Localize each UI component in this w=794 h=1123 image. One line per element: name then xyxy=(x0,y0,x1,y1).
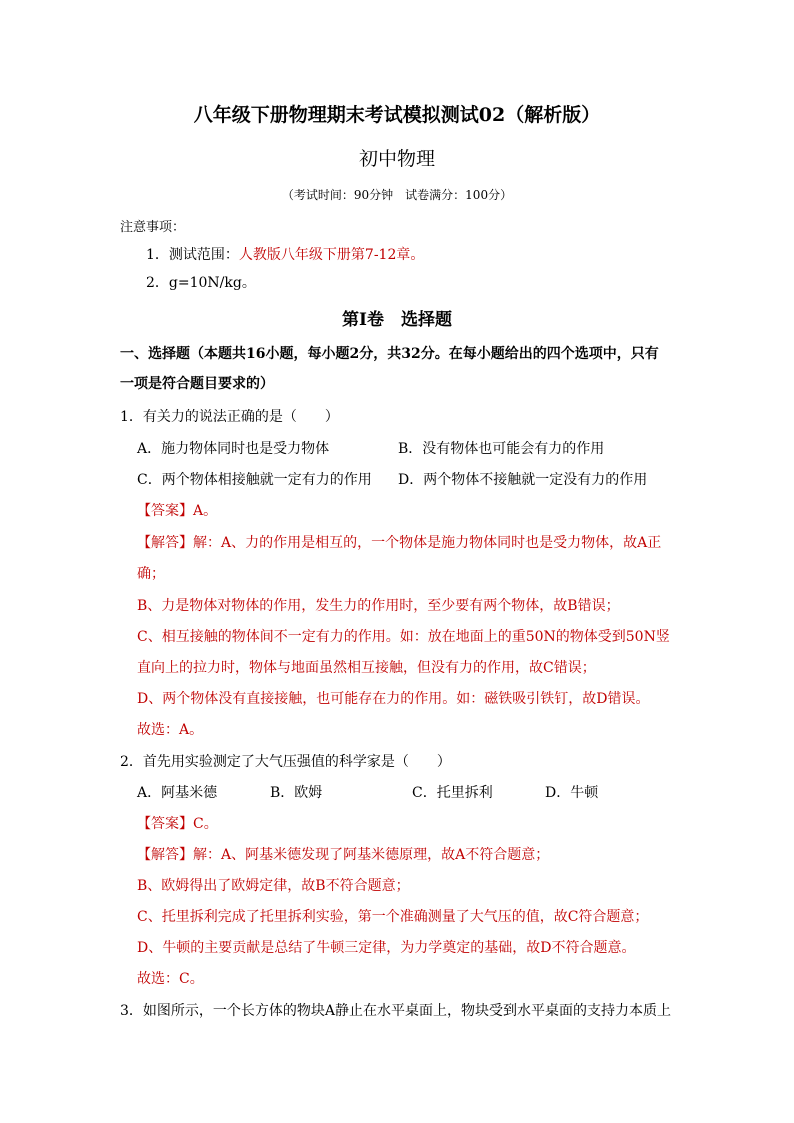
q2-stem: 2．首先用实验测定了大气压强值的科学家是（ ） xyxy=(120,754,451,770)
notes-heading: 注意事项： xyxy=(120,220,186,235)
q1-answer-value: A。 xyxy=(193,503,218,519)
q1-analysis-text-1: 解：A、力的作用是相互的，一个物体是施力物体同时也是受力物体，故A正 xyxy=(193,535,662,551)
q1-answer xyxy=(137,501,217,521)
q1-analysis-line-5: 直向上的拉力时，物体与地面虽然相互接触，但没有力的作用，故C错误； xyxy=(137,660,596,676)
q2-analysis-line-3: C、托里拆利完成了托里拆利实验，第一个准确测量了大气压的值，故C符合题意； xyxy=(137,909,649,925)
q1-analysis-line-1 xyxy=(137,533,661,553)
exam-meta: （考试时间：90分钟 试卷满分：100分） xyxy=(281,188,513,202)
q1-analysis-line-2: 确； xyxy=(137,566,165,582)
q1-option-b: B．没有物体也可能会有力的作用 xyxy=(398,441,605,457)
document-title: 八年级下册物理期末考试模拟测试02（解析版） xyxy=(193,104,601,126)
q2-choose: 故选：C。 xyxy=(137,971,204,987)
q2-answer-value: C。 xyxy=(193,816,218,832)
section-title: 第Ⅰ卷 选择题 xyxy=(342,310,452,330)
q2-analysis-text-1: 解：A、阿基米德发现了阿基米德原理，故A不符合题意； xyxy=(193,847,550,863)
note-item-2: 2．g=10N/kg。 xyxy=(146,275,256,291)
q1-option-d: D．两个物体不接触就一定没有力的作用 xyxy=(398,472,648,488)
q1-choose: 故选：A。 xyxy=(137,722,204,738)
section-instructions-line-1: 一、选择题（本题共16小题，每小题2分，共32分。在每小题给出的四个选项中，只有 xyxy=(120,346,659,362)
q1-option-c: C．两个物体相接触就一定有力的作用 xyxy=(137,472,372,488)
document-subtitle: 初中物理 xyxy=(358,148,435,170)
q1-option-a: A．施力物体同时也是受力物体 xyxy=(137,441,330,457)
q2-analysis-line-4: D、牛顿的主要贡献是总结了牛顿三定律，为力学奠定的基础，故D不符合题意。 xyxy=(137,940,636,956)
q2-option-b: B．欧姆 xyxy=(270,785,323,801)
q1-analysis-line-6: D、两个物体没有直接接触，也可能存在力的作用。如：磁铁吸引铁钉，故D错误。 xyxy=(137,691,650,707)
note-item-1-prefix: 1．测试范围： xyxy=(146,247,239,263)
note-item-1-range: 人教版八年级下册第7-12章。 xyxy=(238,247,425,263)
q2-answer xyxy=(137,814,218,834)
q1-analysis-line-4: C、相互接触的物体间不一定有力的作用。如：放在地面上的重50N的物体受到50N竖 xyxy=(137,629,670,645)
q2-option-d: D．牛顿 xyxy=(545,785,599,801)
q1-analysis-tag: 【解答】 xyxy=(137,535,193,551)
q2-analysis-tag: 【解答】 xyxy=(137,847,193,863)
q1-analysis-line-3: B、力是物体对物体的作用，发生力的作用时，至少要有两个物体，故B错误； xyxy=(137,598,620,614)
note-item-1 xyxy=(146,245,424,265)
q2-answer-tag: 【答案】 xyxy=(137,816,193,832)
q2-option-a: A．阿基米德 xyxy=(137,785,218,801)
q2-analysis-line-2: B、欧姆得出了欧姆定律，故B不符合题意； xyxy=(137,878,410,894)
q1-stem: 1．有关力的说法正确的是（ ） xyxy=(120,409,339,425)
q3-stem: 3．如图所示，一个长方体的物块A静止在水平桌面上，物块受到水平桌面的支持力本质上 xyxy=(120,1003,672,1019)
q1-answer-tag: 【答案】 xyxy=(137,503,193,519)
q2-option-c: C．托里拆利 xyxy=(412,785,493,801)
q2-analysis-line-1 xyxy=(137,845,549,865)
section-instructions-line-2: 一项是符合题目要求的） xyxy=(120,376,274,392)
